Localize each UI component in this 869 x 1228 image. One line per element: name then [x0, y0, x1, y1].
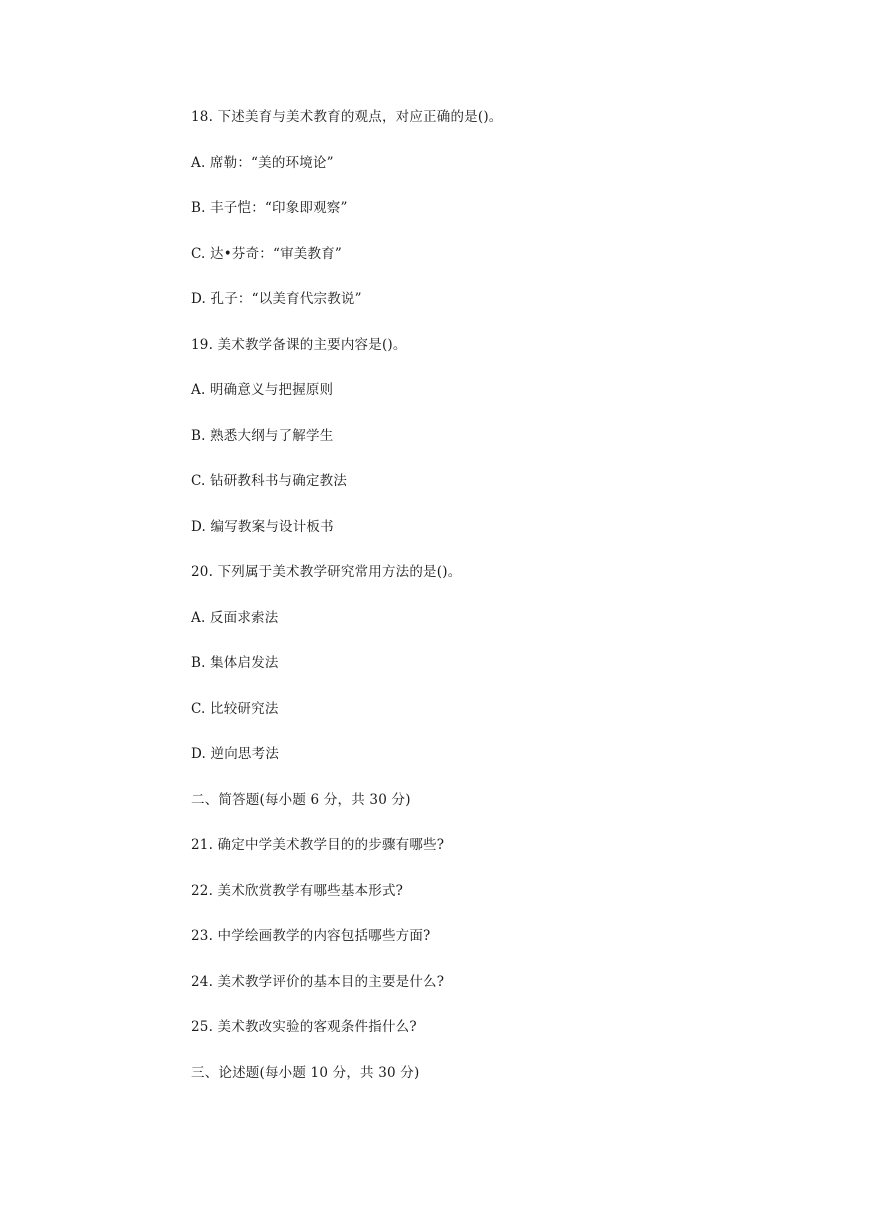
section-heading-essay: 三、论述题(每小题 10 分，共 30 分): [191, 1064, 420, 1081]
q18-option-c: C. 达•芬奇：“审美教育”: [191, 245, 342, 262]
document-body: [191, 106, 831, 1107]
q20-option-a: A. 反面求索法: [191, 609, 279, 626]
question-25: 25. 美术教改实验的客观条件指什么?: [191, 1019, 417, 1035]
q19-option-d: D. 编写教案与设计板书: [191, 518, 334, 535]
question-21: 21. 确定中学美术教学目的的步骤有哪些?: [191, 837, 445, 853]
q18-option-b: B. 丰子恺：“印象即观察”: [191, 200, 348, 216]
q19-option-a: A. 明确意义与把握原则: [191, 382, 334, 398]
q20-option-c: C. 比较研究法: [191, 700, 279, 717]
q20-option-b: B. 集体启发法: [191, 655, 279, 671]
q19-option-b: B. 熟悉大纲与了解学生: [191, 427, 334, 444]
question-19: 19. 美术教学备课的主要内容是()。: [191, 336, 407, 353]
q20-option-d: D. 逆向思考法: [191, 746, 280, 762]
question-22: 22. 美术欣赏教学有哪些基本形式?: [191, 882, 404, 899]
question-18: 18. 下述美育与美术教育的观点，对应正确的是()。: [191, 109, 503, 125]
q18-option-a: A. 席勒：“美的环境论”: [191, 154, 334, 171]
question-23: 23. 中学绘画教学的内容包括哪些方面?: [191, 928, 431, 944]
question-24: 24. 美术教学评价的基本目的主要是什么?: [191, 973, 445, 990]
q19-option-c: C. 钻研教科书与确定教法: [191, 473, 348, 489]
question-20: 20. 下列属于美术教学研究常用方法的是()。: [191, 564, 462, 580]
section-heading-short-answer: 二、简答题(每小题 6 分，共 30 分): [191, 791, 411, 808]
q18-option-d: D. 孔子：“以美育代宗教说”: [191, 291, 362, 307]
